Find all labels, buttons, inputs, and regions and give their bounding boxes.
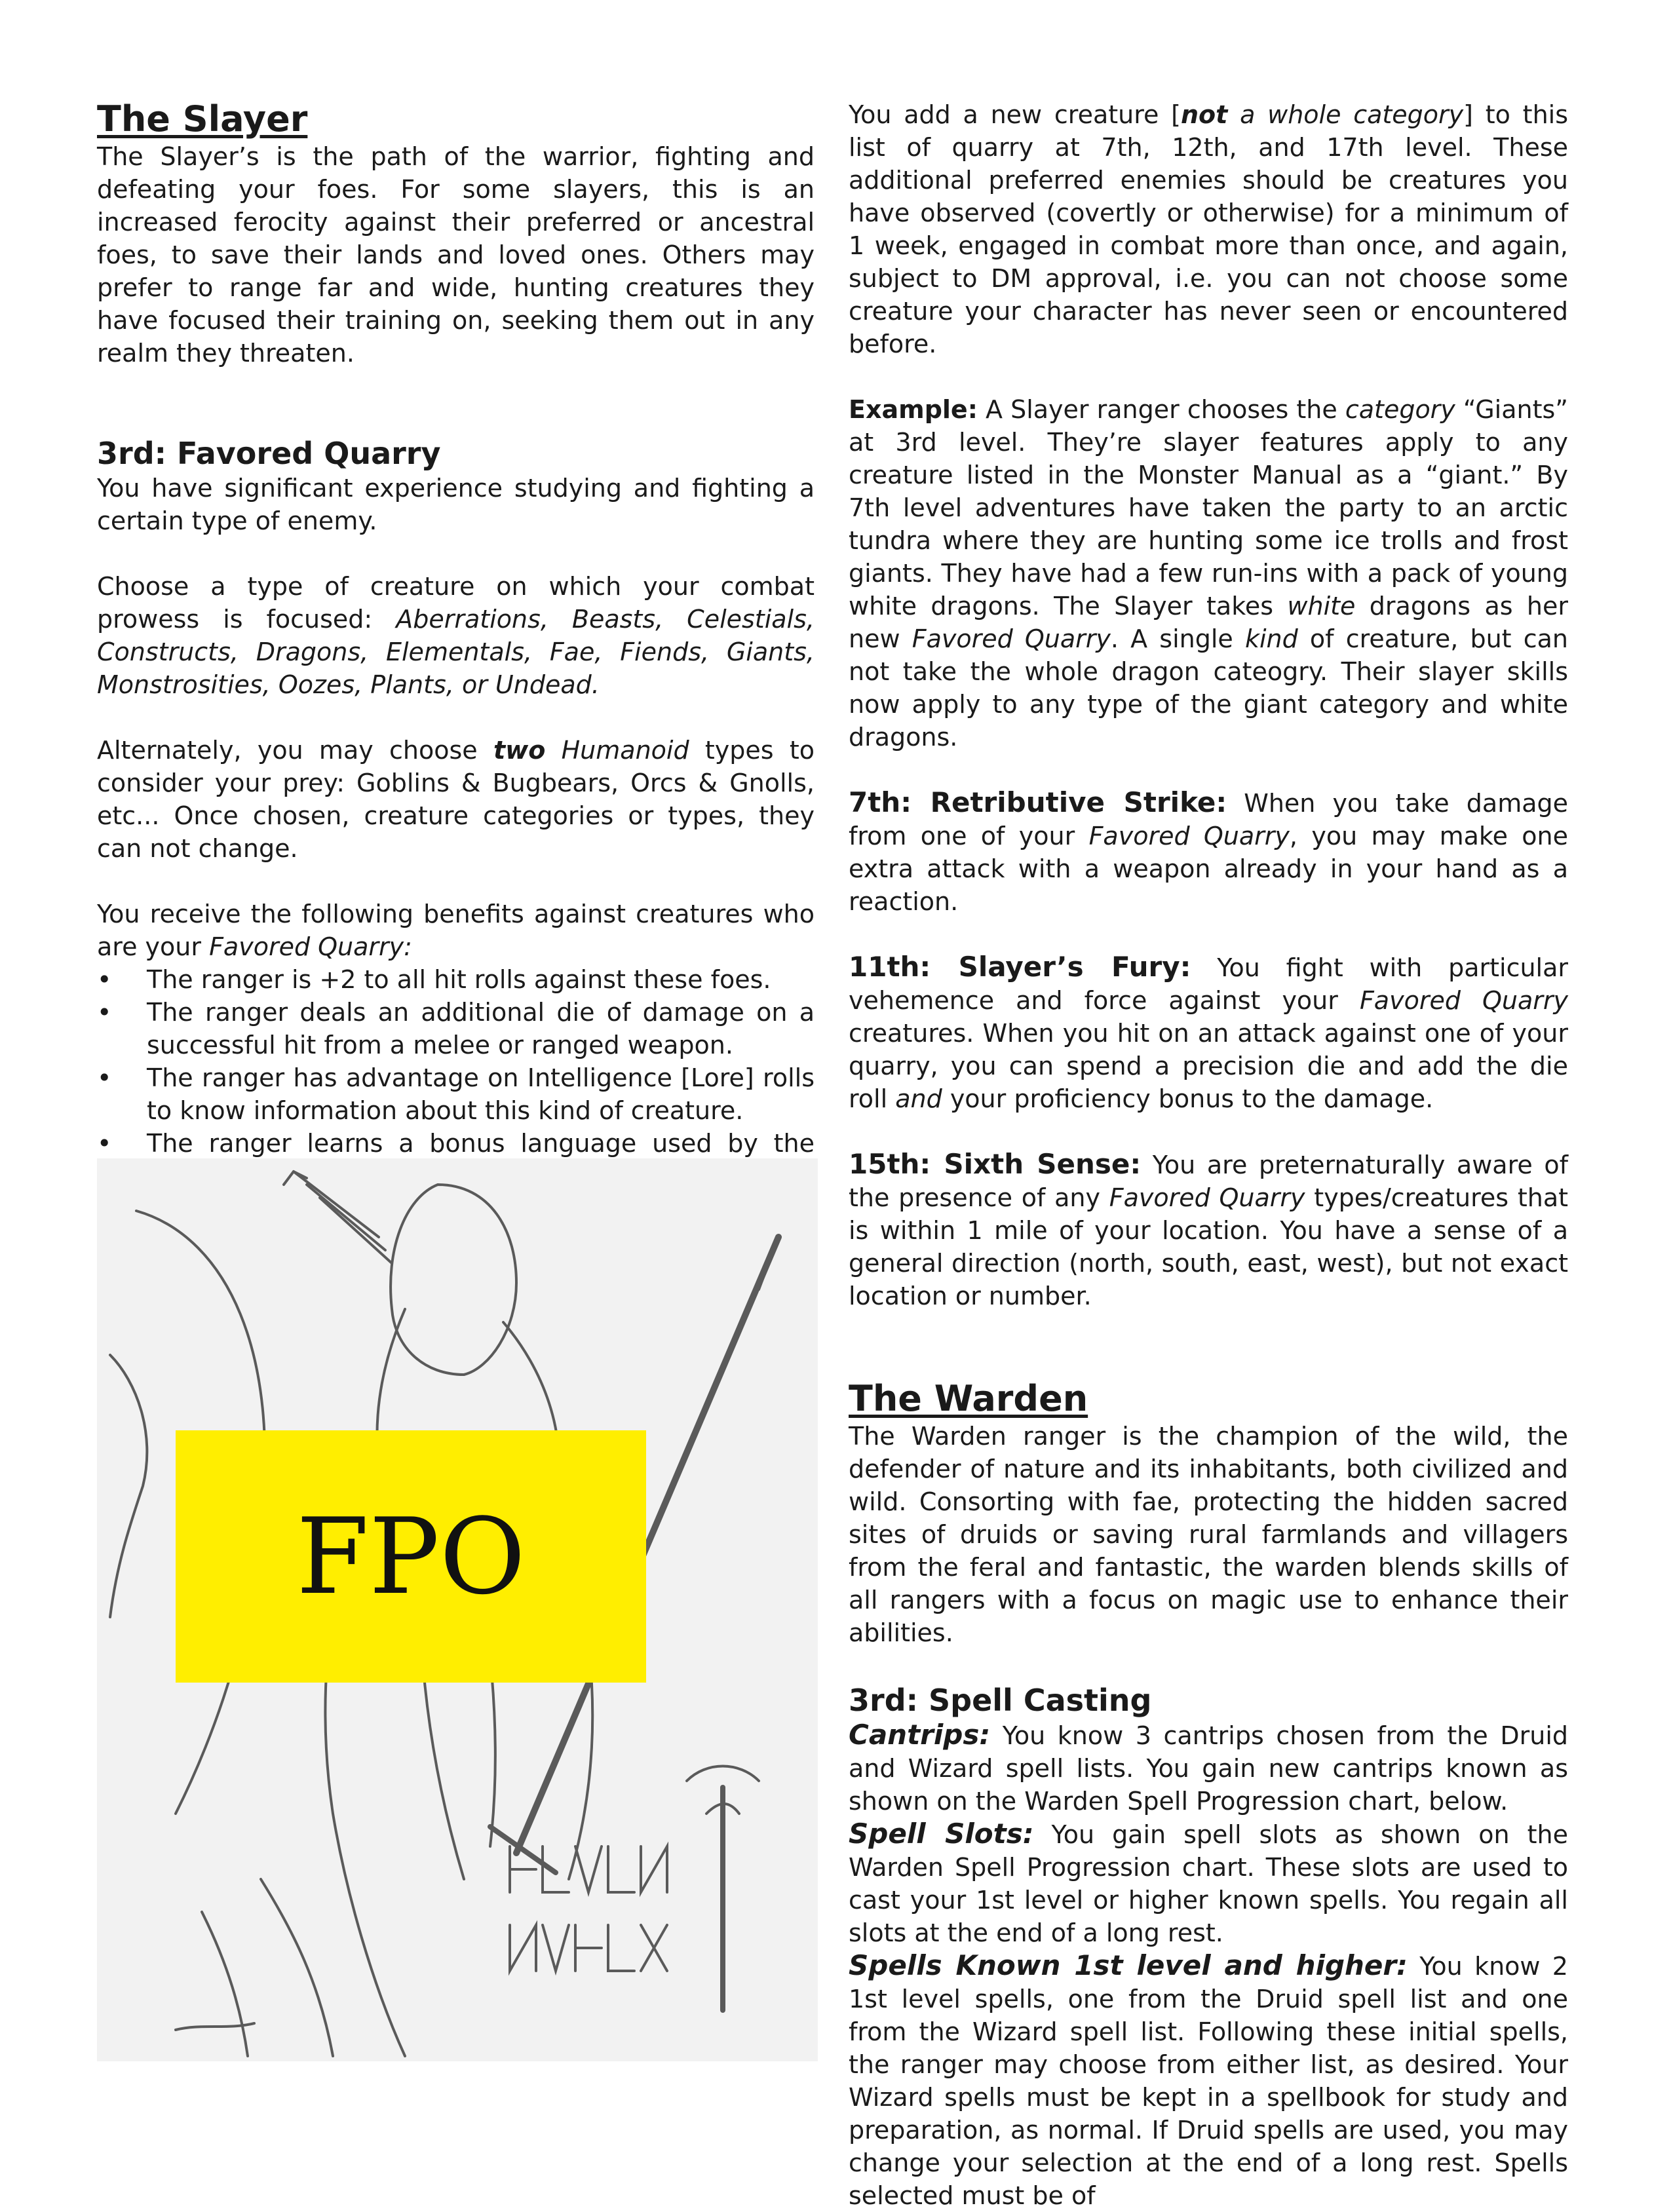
spell-slots-paragraph: Spell Slots: You gain spell slots as shown on the Warden Spell Progression chart. These slots are used to cast your 1st level or higher known spells. You regain all slots at the end of a long rest. (849, 1818, 1568, 1947)
favored-quarry-p1: You have significant experience studying and fighting a certain type of enemy. (97, 474, 815, 535)
cantrips-paragraph: Cantrips: You know 3 cantrips chosen from the Druid and Wizard spell lists. You gain new cantrips known as shown on the Warden Spell Progression chart, below. (849, 1719, 1568, 1816)
right-column (849, 98, 1568, 2212)
list-item: • The ranger learns a bonus language used by the (97, 1127, 815, 1192)
left-column (97, 98, 815, 1192)
favored-quarry-p2: Choose a type of creature on which your combat prowess is focused: Aberrations, Beasts, Celestials, Constructs, Dragons, Elementals, Fae, Fiends, Giants, Monstrosities, Oozes, Plants, or Undead. (97, 572, 815, 699)
spells-known-paragraph: Spells Known 1st level and higher: You know 2 1st level spells, one from the Druid spell list and one from the Wizard spell list. Following these initial spells, the ranger may choose from either list, as desired. Your Wizard spells must be kept in a spellbook for study and preparation, as normal. If Druid spells are used, you may change your selection at the end of a long rest. Spells selected must be of (849, 1949, 1568, 2210)
slayer-title: The Slayer (97, 98, 308, 140)
warden-intro: The Warden ranger is the champion of the wild, the defender of nature and its inhabitants, both civilized and wild. Consorting with fae, protecting the hidden sacred sites of druids or saving rural farmlands and villagers from the feral and fantastic, the warden blends skills of all rangers with a focus on magic use to enhance their abilities. (849, 1422, 1568, 1647)
slayers-fury-paragraph: 11th: Slayer’s Fury: You fight with particular vehemence and force against your Favored Quarry creatures. When you hit on an attack against one of your quarry, you can spend a precision die and add the die roll and your proficiency bonus to the damage. (849, 951, 1569, 1113)
favored-quarry-p4: You receive the following benefits against creatures who are your Favored Quarry: (97, 900, 815, 961)
list-item: • The ranger is +2 to all hit rolls against these foes. (97, 963, 815, 996)
fpo-placeholder: FPO (176, 1430, 646, 1683)
sixth-sense-paragraph: 15th: Sixth Sense: You are preternaturally aware of the presence of any Favored Quarry types/creatures that is within 1 mile of your location. You have a sense of a general direction (north, south, east, west), but not exact location or number. (849, 1148, 1569, 1310)
quarry-addition-paragraph: You add a new creature [not a whole category] to this list of quarry at 7th, 12th, and 17th level. These additional preferred enemies should be creatures you have observed (covertly or otherwise) for a minimum of 1 week, engaged in combat more than once, and again, subject to DM approval, i.e. you can not choose some creature your character has never seen or encountered before. (849, 100, 1569, 358)
retributive-strike-paragraph: 7th: Retributive Strike: When you take damage from one of your Favored Quarry, you may make one extra attack with a weapon already in your hand as a reaction. (849, 786, 1568, 916)
favored-quarry-heading: 3rd: Favored Quarry (97, 436, 441, 471)
spell-casting-heading: 3rd: Spell Casting (849, 1683, 1152, 1718)
favored-quarry-p3: Alternately, you may choose two Humanoid types to consider your prey: Goblins & Bugbears, Orcs & Gnolls, etc... Once chosen, creature categories or types, they can not change. (97, 736, 815, 863)
example-paragraph: Example: A Slayer ranger chooses the category “Giants” at 3rd level. They’re slayer features apply to any creature listed in the Monster Manual as a “giant.” By 7th level adventures have taken the party to an arctic tundra where they are hunting some ice trolls and frost giants. They have had a few run-ins with a pack of young white dragons. The Slayer takes white dragons as her new Favored Quarry. A single kind of creature, but can not take the whole dragon cateogry. Their slayer skills now apply to any type of the giant category and white dragons. (849, 395, 1568, 752)
list-item: • The ranger deals an additional die of damage on a successful hit from a melee or ranged weapon. (97, 996, 815, 1061)
slayer-intro: The Slayer’s is the path of the warrior, fighting and defeating your foes. For some slayers, this is an increased ferocity against their preferred or ancestral foes, to save their lands and loved ones. Others may prefer to range far and wide, hunting creatures they have focused their training on, seeking them out in any realm they threaten. (97, 142, 815, 368)
warden-title: The Warden (849, 1378, 1088, 1419)
list-item: • The ranger has advantage on Intelligence [Lore] rolls to know information about this kind of creature. (97, 1061, 815, 1127)
